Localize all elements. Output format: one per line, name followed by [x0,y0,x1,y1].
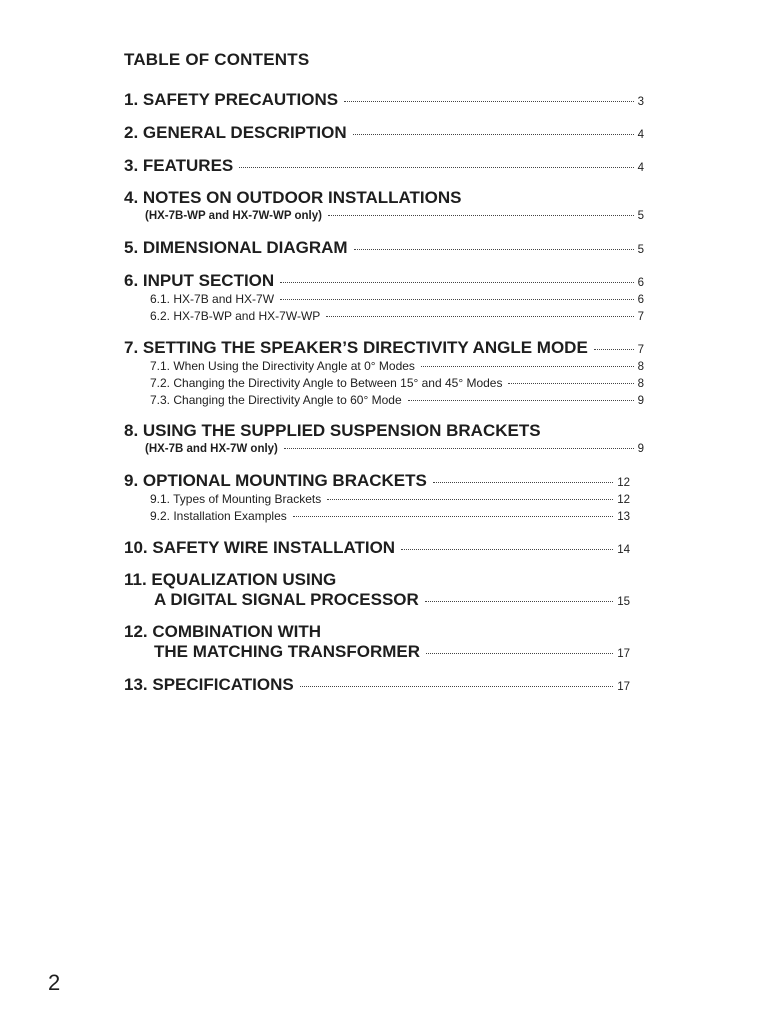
toc-title: TABLE OF CONTENTS [124,50,310,69]
toc-subentry [124,491,630,508]
toc-entry-3 [124,155,644,176]
dot-leader [280,282,633,283]
toc-page-number: 14 [617,544,630,556]
toc-subentry [124,392,644,409]
toc-entry-title: 10. SAFETY WIRE INSTALLATION [124,538,396,557]
toc-entry-title: 5. DIMENSIONAL DIAGRAM [124,238,348,257]
toc-page-number: 6 [637,294,644,306]
toc-entry-title: 4. NOTES ON OUTDOOR INSTALLATIONS [124,188,462,207]
toc-subentry [124,375,644,392]
dot-leader [344,101,633,102]
dot-leader [300,686,613,687]
toc-subentry-title: 6.1. HX-7B and HX-7W [150,292,275,306]
toc-subentry-title: 6.2. HX-7B-WP and HX-7W-WP [150,309,321,323]
dot-leader [354,249,634,250]
toc-page-number: 17 [617,681,630,693]
toc-page-number: 3 [637,96,644,108]
toc-entry-title: 8. USING THE SUPPLIED SUSPENSION BRACKETS [124,421,541,440]
toc-entry-1 [124,89,644,110]
toc-page-number: 12 [617,494,630,506]
dot-leader [239,167,633,168]
toc-entry-title: 11. EQUALIZATION USING [124,570,337,589]
toc-entry-title: 1. SAFETY PRECAUTIONS [124,90,339,109]
dot-leader [421,366,634,367]
toc-entry-title-continued: A DIGITAL SIGNAL PROCESSOR [154,590,419,609]
toc-entry-title: 9. OPTIONAL MOUNTING BRACKETS [124,471,427,490]
toc-page-number: 5 [637,244,644,256]
dot-leader [293,516,613,517]
toc-entry-title: 13. SPECIFICATIONS [124,675,294,694]
toc-entry-2 [124,122,644,143]
toc-entry-12 [124,622,630,662]
toc-entry-5 [124,237,644,258]
toc-page-number: 15 [617,596,630,608]
toc-entry-note: (HX-7B and HX-7W only) [145,443,278,455]
toc-page-number: 6 [637,277,644,289]
toc-entry-11 [124,570,630,610]
dot-leader [353,134,634,135]
toc-page-number: 4 [637,129,644,141]
dot-leader [594,349,634,350]
toc-entry-title: 2. GENERAL DESCRIPTION [124,123,347,142]
toc-subentry-title: 7.1. When Using the Directivity Angle at 0° Modes [150,359,415,373]
toc-entry-7 [124,337,644,409]
toc-page-number: 9 [637,395,644,407]
toc-page-number: 4 [637,162,644,174]
toc-page-number: 17 [617,648,630,660]
toc-subentry [124,358,644,375]
toc-entry-6 [124,270,644,325]
page-number: 2 [48,970,61,995]
toc-subentry-title: 7.2. Changing the Directivity Angle to Between 15° and 45° Modes [150,376,503,390]
dot-leader [425,601,613,602]
dot-leader [433,482,613,483]
toc-subentry-title: 9.1. Types of Mounting Brackets [150,492,322,506]
dot-leader [408,400,634,401]
toc-entry-13 [124,674,630,695]
table-of-contents [124,50,644,707]
toc-subentry-title: 9.2. Installation Examples [150,509,287,523]
toc-entry-8 [124,421,644,458]
toc-entry-note: (HX-7B-WP and HX-7W-WP only) [145,210,322,222]
toc-subentry [124,508,630,525]
toc-entry-title: 6. INPUT SECTION [124,271,275,290]
toc-subentry-title: 7.3. Changing the Directivity Angle to 60° Mode [150,393,402,407]
toc-page-number: 7 [637,344,644,356]
toc-page-number: 9 [637,443,644,455]
toc-entry-title-continued: THE MATCHING TRANSFORMER [154,642,420,661]
toc-subentry [124,291,644,308]
toc-subentry [124,308,644,325]
dot-leader [326,316,633,317]
dot-leader [284,448,634,449]
toc-entry-9 [124,470,630,525]
dot-leader [508,383,633,384]
dot-leader [280,299,634,300]
toc-page-number: 5 [637,210,644,222]
toc-entry-title: 12. COMBINATION WITH [124,622,322,641]
toc-page-number: 7 [637,311,644,323]
toc-page-number: 8 [637,361,644,373]
dot-leader [401,549,613,550]
toc-page-number: 12 [617,477,630,489]
dot-leader [328,215,634,216]
dot-leader [327,499,613,500]
toc-page-number: 13 [617,511,630,523]
dot-leader [426,653,613,654]
toc-entry-title: 7. SETTING THE SPEAKER’S DIRECTIVITY ANGLE MODE [124,338,588,357]
toc-entry-10 [124,537,630,558]
toc-entry-4 [124,188,644,225]
toc-entry-title: 3. FEATURES [124,156,234,175]
toc-page-number: 8 [637,378,644,390]
